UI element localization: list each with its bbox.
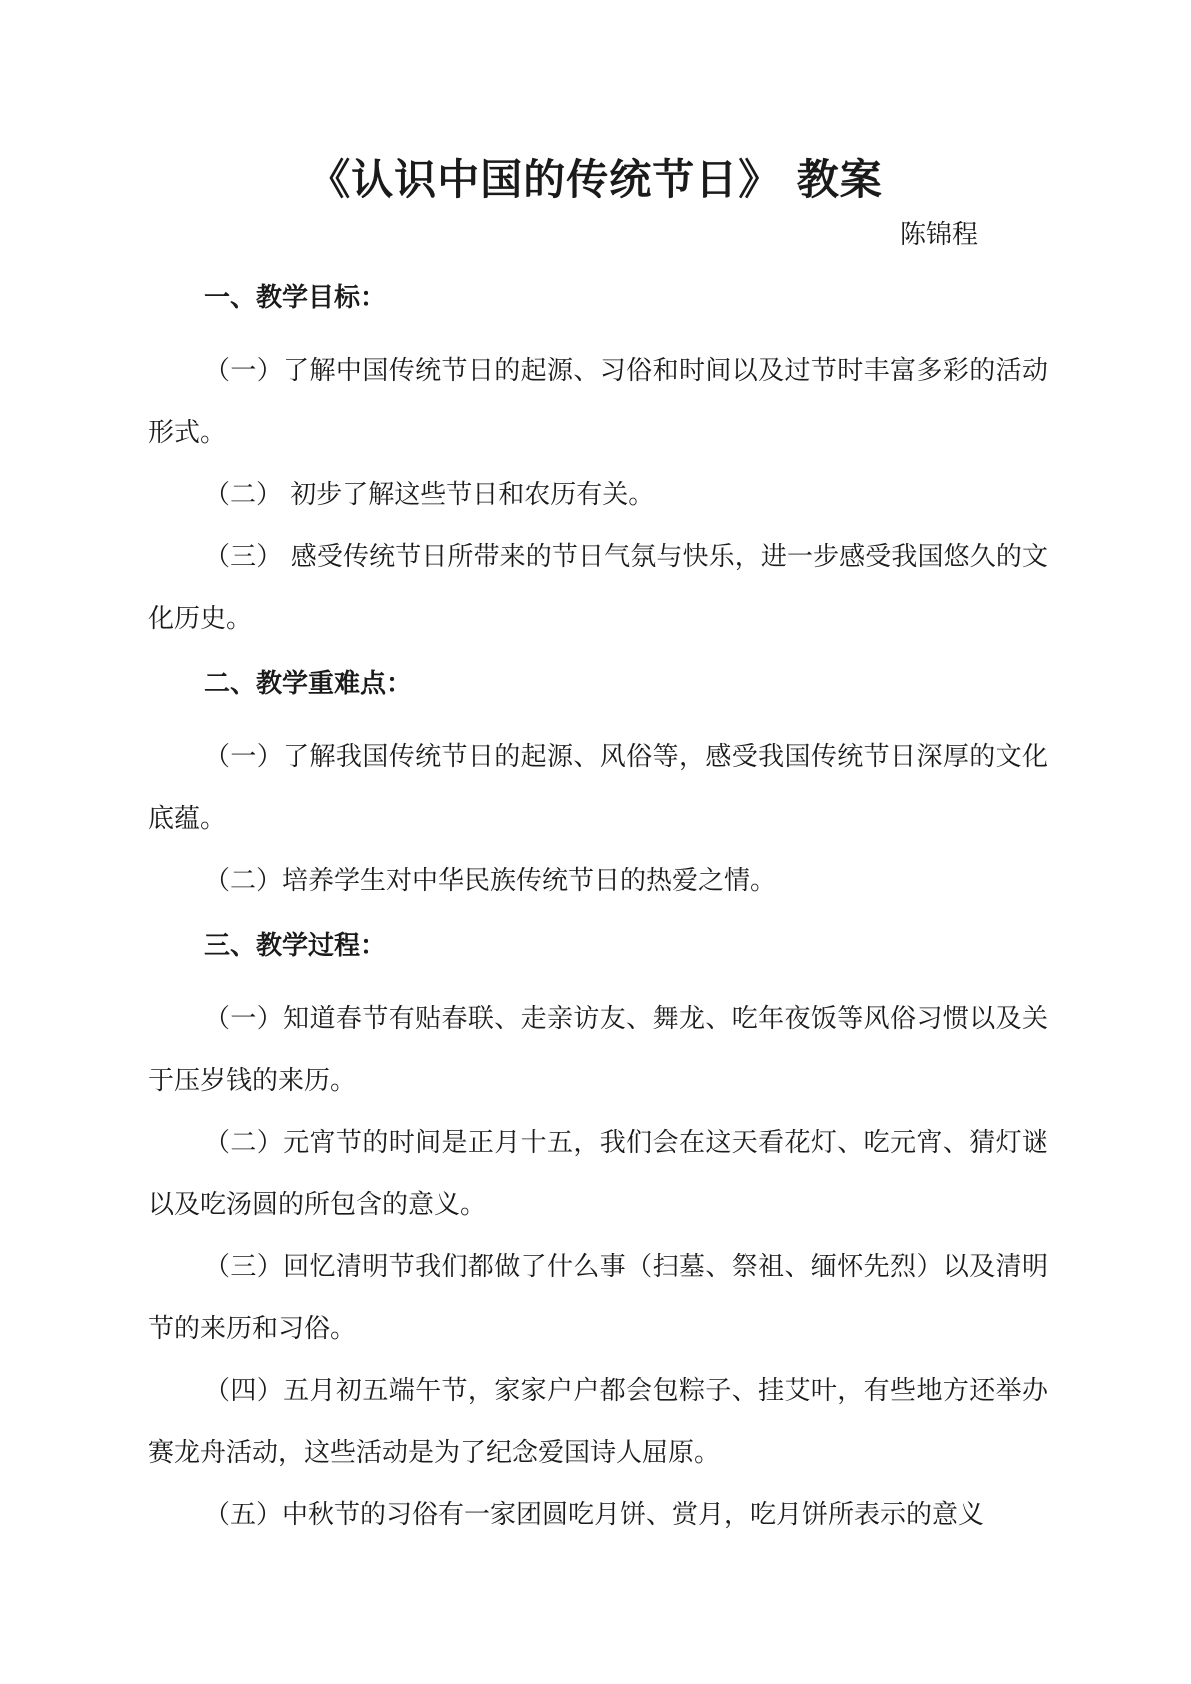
- paragraph: （三） 感受传统节日所带来的节日气氛与快乐，进一步感受我国悠久的文化历史。: [148, 542, 1048, 634]
- document-body: [148, 278, 1048, 1546]
- paragraph: （四）五月初五端午节，家家户户都会包粽子、挂艾叶，有些地方还举办赛龙舟活动，这些活动是为了纪念爱国诗人屈原。: [148, 1376, 1048, 1468]
- section-heading-key-points: 二、教学重难点：: [204, 669, 413, 699]
- section-heading-objectives: 一、教学目标：: [204, 283, 387, 313]
- author-name: 陈锦程: [900, 220, 979, 250]
- paragraph: （一）了解我国传统节日的起源、风俗等，感受我国传统节日深厚的文化底蕴。: [148, 742, 1048, 834]
- document-title: 《认识中国的传统节日》 教案: [308, 155, 883, 204]
- paragraph: （二） 初步了解这些节日和农历有关。: [204, 480, 655, 510]
- paragraph: （三）回忆清明节我们都做了什么事（扫墓、祭祖、缅怀先烈）以及清明节的来历和习俗。: [148, 1252, 1048, 1344]
- paragraph: （五）中秋节的习俗有一家团圆吃月饼、赏月，吃月饼所表示的意义: [204, 1500, 985, 1530]
- section-heading-process: 三、教学过程：: [204, 931, 387, 961]
- paragraph: （一）知道春节有贴春联、走亲访友、舞龙、吃年夜饭等风俗习惯以及关于压岁钱的来历。: [148, 1004, 1048, 1096]
- paragraph: （二）元宵节的时间是正月十五，我们会在这天看花灯、吃元宵、猜灯谜以及吃汤圆的所包含的意义。: [148, 1128, 1048, 1220]
- paragraph: （二）培养学生对中华民族传统节日的热爱之情。: [204, 866, 777, 896]
- paragraph: （一）了解中国传统节日的起源、习俗和时间以及过节时丰富多彩的活动形式。: [148, 356, 1048, 448]
